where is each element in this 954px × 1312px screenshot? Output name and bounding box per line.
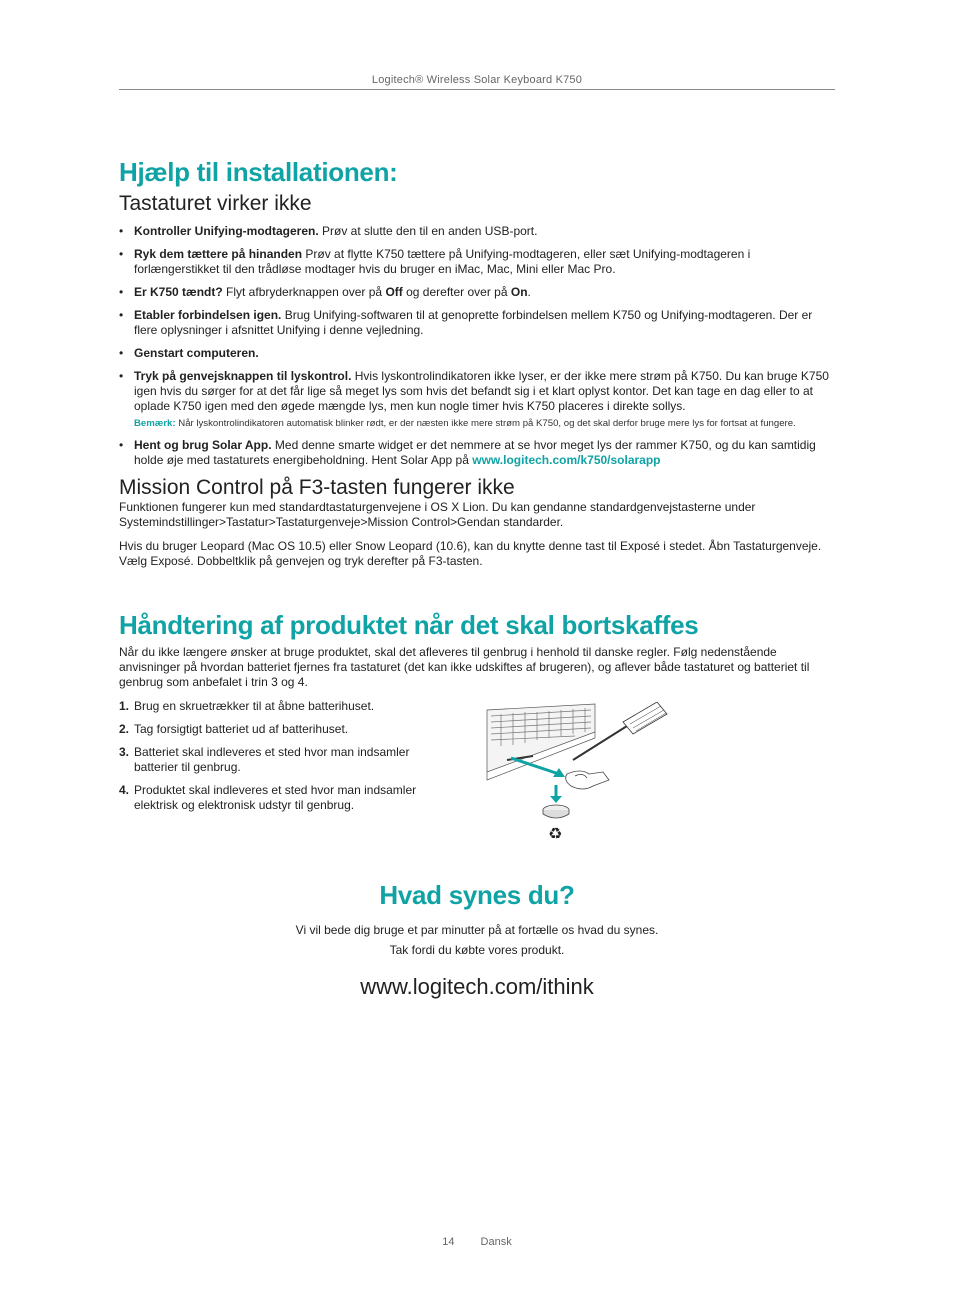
item-text: .: [527, 285, 531, 299]
footer-language: Dansk: [480, 1236, 512, 1248]
item-lead: Genstart computeren.: [134, 346, 259, 360]
item-lead: Etabler forbindelsen igen.: [134, 308, 282, 322]
step-text: Produktet skal indleveres et sted hvor man indsamler elektrisk og elektronisk udstyr til genbrug.: [134, 783, 417, 812]
keyboard-not-working-title: Tastaturet virker ikke: [119, 192, 312, 215]
page-number: 14: [442, 1236, 455, 1248]
note-label: Bemærk:: [134, 418, 176, 429]
page-footer: [119, 1236, 835, 1248]
battery-removal-illustration: [485, 702, 670, 842]
item-lead: Er K750 tændt?: [134, 285, 223, 299]
running-header: Logitech® Wireless Solar Keyboard K750: [371, 74, 583, 86]
item-lead: Hent og brug Solar App.: [134, 438, 272, 452]
item-lead: Ryk dem tættere på hinanden: [134, 247, 303, 261]
battery-holder-icon: [566, 771, 609, 789]
feedback-line-2: Tak fordi du købte vores produkt.: [389, 943, 565, 957]
disposal-steps: [119, 699, 449, 813]
recycle-icon: ♻: [548, 824, 563, 842]
off-label: Off: [385, 285, 403, 299]
item-lead: Kontroller Unifying-modtageren.: [134, 224, 319, 238]
item-text: Hvis lyskontrolindikatoren ikke lyser, er der ikke mere strøm på K750. Du kan bruge K750 igen hvis du sørger for at det får lige så meget lys som hvis det befandt sig i et klart oplyst kontor. Det kan tage en dag eller to at oplade K750 igen med den øgede mængde lys, men kun nogle timer hvis K750 placeres i direkte sollys.: [134, 369, 829, 413]
feedback-section: [119, 880, 835, 1000]
step-number: 1.: [119, 699, 130, 713]
item-text: Prøv at flytte K750 tættere på Unifying-modtageren, eller sæt Unifying-modtageren i forlængerstikket til den trådløse modtager hvis du bruger en iMac, Mac, Mini eller Mac Pro.: [134, 247, 751, 276]
item-text: Brug Unifying-softwaren til at genoprette forbindelsen mellem K750 og Unifying-modtageren. Der er flere oplysninger i afsnittet Unifying i denne vejledning.: [134, 308, 813, 337]
coin-battery-icon: [543, 805, 569, 818]
item-text: Med denne smarte widget er det nemmere at se hvor meget lys der rammer K750, og du kan samtidig holde øje med tastaturets energibeholdning. Hent Solar App på: [134, 438, 816, 467]
list-item: [119, 247, 835, 277]
step-number: 3.: [119, 745, 130, 759]
step-item: [119, 783, 449, 813]
mission-paragraph-1: Funktionen fungerer kun med standardtastaturgenvejene i OS X Lion. Du kan gendanne standardgenvejstasterne under Systemindstillinger>Tastatur>Tastaturgenveje>Mission Control>Gendan standarder.: [119, 500, 756, 529]
item-text: Prøv at slutte den til en anden USB-port.: [318, 224, 538, 238]
troubleshooting-list: [119, 224, 835, 468]
item-lead: Tryk på genvejsknappen til lyskontrol.: [134, 369, 352, 383]
ithink-url[interactable]: www.logitech.com/ithink: [360, 974, 594, 999]
list-item: [119, 369, 835, 430]
step-item: [119, 699, 449, 714]
step-number: 4.: [119, 783, 130, 797]
solar-app-link[interactable]: www.logitech.com/k750/solarapp: [472, 453, 661, 467]
on-label: On: [510, 285, 528, 299]
disposal-title: Håndtering af produktet når det skal bortskaffes: [119, 610, 699, 640]
disposal-section: [119, 610, 835, 842]
step-item: [119, 745, 449, 775]
list-item: [119, 308, 835, 338]
step-text: Batteriet skal indleveres et sted hvor man indsamler batterier til genbrug.: [134, 745, 410, 774]
item-text: og derefter over på: [402, 285, 511, 299]
mission-paragraph-2: Hvis du bruger Leopard (Mac OS 10.5) eller Snow Leopard (10.6), kan du knytte denne tast til Exposé i stedet. Åbn Tastaturgenveje. Vælg Exposé. Dobbeltklik på genvejen og tryk derefter på F3-tasten.: [119, 539, 822, 568]
arrow-down-icon: [550, 785, 562, 803]
item-text: Flyt afbryderknappen over på: [222, 285, 386, 299]
help-section: [119, 157, 835, 578]
list-item: [119, 346, 835, 361]
step-text: Brug en skruetrækker til at åbne batterihuset.: [134, 699, 375, 713]
note: [134, 417, 835, 430]
step-number: 2.: [119, 722, 130, 736]
list-item: [119, 224, 835, 239]
feedback-title: Hvad synes du?: [379, 880, 575, 910]
step-text: Tag forsigtigt batteriet ud af batterihuset.: [134, 722, 349, 736]
mission-control-title: Mission Control på F3-tasten fungerer ikke: [119, 476, 515, 499]
help-title: Hjælp til installationen:: [119, 157, 398, 187]
note-text: Når lyskontrolindikatoren automatisk blinker rødt, er der næsten ikke mere strøm på K750, og det skal derfor bruge mere lys for fortsat at fungere.: [175, 418, 796, 429]
header-rule: [119, 89, 835, 90]
disposal-intro: Når du ikke længere ønsker at bruge produktet, skal det afleveres til genbrug i henhold til danske regler. Følg nedenstående anvisninger på hvordan batteriet fjernes fra tastaturet (det kan ikke udskiftes af brugeren), og aflever både tastaturet og batteriet til genbrug som anbefalet i trin 3 og 4.: [119, 645, 810, 689]
list-item: [119, 438, 835, 468]
step-item: [119, 722, 449, 737]
feedback-line-1: Vi vil bede dig bruge et par minutter på at fortælle os hvad du synes.: [295, 923, 659, 937]
list-item: [119, 285, 835, 300]
